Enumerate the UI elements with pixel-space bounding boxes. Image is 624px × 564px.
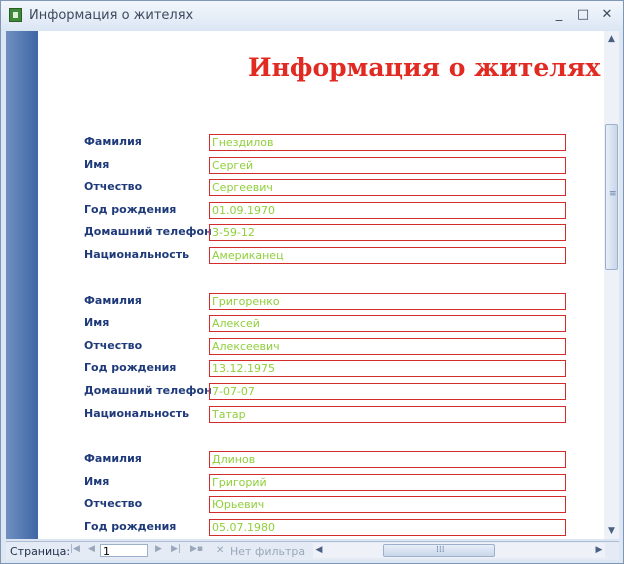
maximize-button[interactable]: □ — [576, 7, 590, 22]
navigation-bar — [6, 541, 619, 560]
field-label: Отчество — [84, 180, 143, 194]
last-page-icon[interactable]: ▶| — [171, 544, 181, 554]
new-record-icon[interactable]: ▶▪ — [190, 544, 204, 554]
field-value[interactable]: Татар — [209, 406, 566, 423]
field-value[interactable]: Юрьевич — [209, 496, 566, 513]
window-title: Информация о жителях — [29, 8, 194, 23]
field-value[interactable]: Длинов — [209, 451, 566, 468]
field-value[interactable]: 01.09.1970 — [209, 202, 566, 219]
field-value[interactable]: Григорий — [209, 474, 566, 491]
field-label: Год рождения — [84, 361, 177, 375]
field-value[interactable]: 3-59-12 — [209, 224, 566, 241]
field-label: Национальность — [84, 248, 190, 261]
field-value[interactable]: Сергеевич — [209, 179, 566, 196]
minimize-button[interactable]: _ — [555, 7, 563, 22]
field-label: Имя — [84, 474, 110, 488]
field-label: Домашний телефон — [84, 383, 212, 397]
scroll-up-icon[interactable]: ▲ — [608, 34, 615, 44]
vertical-scrollbar[interactable] — [604, 31, 619, 539]
field-label: Отчество — [84, 338, 143, 352]
filter-status[interactable]: Нет фильтра — [230, 545, 306, 558]
scroll-left-icon[interactable]: ◀ — [315, 545, 323, 555]
field-label: Домашний телефон — [84, 225, 212, 239]
field-value[interactable]: 7-07-07 — [209, 383, 566, 400]
grip-icon: ≡ — [609, 189, 617, 199]
close-button[interactable]: ✕ — [601, 7, 613, 22]
report-icon — [9, 8, 22, 22]
record-selector-strip — [6, 31, 38, 539]
field-value[interactable]: Алексеевич — [209, 338, 566, 355]
horizontal-scrollbar[interactable] — [313, 543, 605, 558]
field-label: Имя — [84, 157, 110, 171]
scroll-down-icon[interactable]: ▼ — [608, 526, 615, 536]
page-number-input[interactable]: 1 — [100, 544, 148, 557]
title-bar — [1, 1, 623, 31]
field-label: Отчество — [84, 497, 143, 511]
previous-page-icon[interactable]: ◀ — [88, 544, 95, 554]
vertical-scroll-thumb[interactable] — [605, 124, 618, 270]
field-label: Национальность — [84, 406, 190, 420]
field-value[interactable]: Американец — [209, 247, 566, 264]
field-label: Фамилия — [84, 135, 142, 148]
field-label: Фамилия — [84, 452, 142, 465]
field-label: Год рождения — [84, 202, 177, 216]
scroll-right-icon[interactable]: ▶ — [595, 545, 603, 555]
report-page — [38, 31, 604, 539]
field-value[interactable]: 05.07.1980 — [209, 519, 566, 536]
page-label: Страница: — [10, 545, 71, 558]
field-value[interactable]: Гнездилов — [209, 134, 566, 151]
field-value[interactable]: Алексей — [209, 315, 566, 332]
first-page-icon[interactable]: |◀ — [70, 544, 80, 554]
report-title: Информация о жителях — [248, 53, 601, 82]
next-page-icon[interactable]: ▶ — [155, 544, 162, 554]
field-value[interactable]: Григоренко — [209, 293, 566, 310]
field-label: Имя — [84, 316, 110, 330]
horizontal-scroll-thumb[interactable] — [383, 544, 495, 557]
field-label: Фамилия — [84, 293, 142, 307]
field-value[interactable]: 13.12.1975 — [209, 360, 566, 377]
field-value[interactable]: Сергей — [209, 157, 566, 174]
grip-icon: ⁞⁞⁞ — [436, 545, 445, 555]
filter-icon: ✕ — [216, 545, 225, 556]
field-label: Год рождения — [84, 519, 177, 533]
